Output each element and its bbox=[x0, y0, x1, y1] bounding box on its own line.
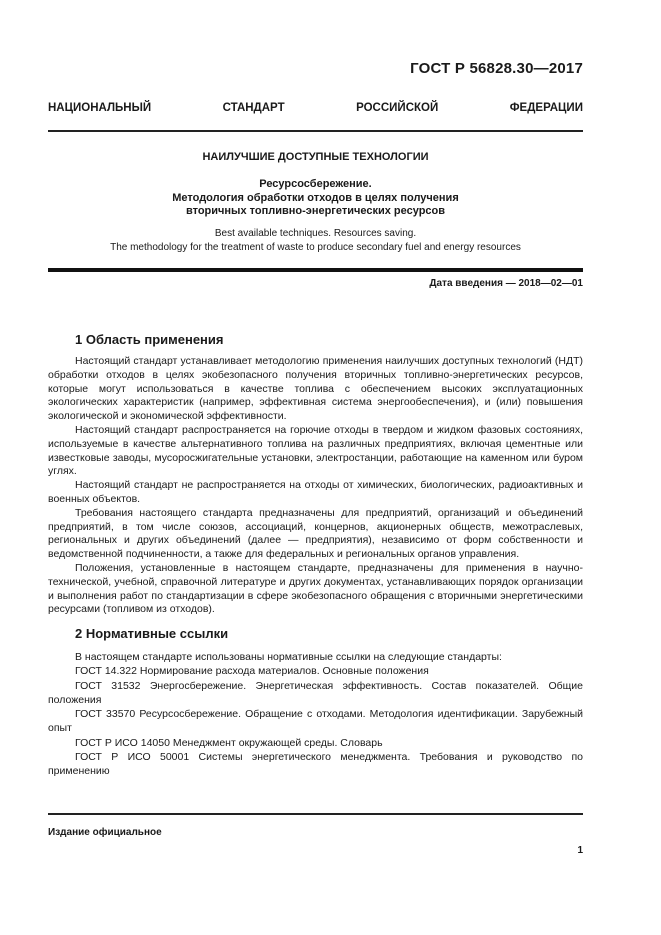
footer-divider bbox=[48, 813, 583, 815]
top-divider bbox=[48, 130, 583, 132]
subtitle-line: вторичных топливно-энергетических ресурсов bbox=[185, 205, 446, 218]
section-1-heading: 1 Область применения bbox=[75, 332, 224, 347]
banner-word: ФЕДЕРАЦИИ bbox=[509, 102, 583, 114]
reference-item: ГОСТ Р ИСО 50001 Системы энергетического менеджмента. Требования и руководство по применению bbox=[48, 751, 583, 778]
banner-word: СТАНДАРТ bbox=[222, 102, 285, 114]
reference-item: ГОСТ 14.322 Нормирование расхода материалов. Основные положения bbox=[75, 665, 429, 678]
document-subtitle bbox=[48, 178, 583, 219]
section-2-body bbox=[48, 650, 583, 779]
document-code: ГОСТ Р 56828.30—2017 bbox=[410, 60, 583, 77]
subtitle-line: Ресурсосбережение. bbox=[259, 178, 372, 190]
national-standard-banner bbox=[48, 102, 583, 114]
paragraph: Положения, установленные в настоящем стандарте, предназначены для применения в научно-технической, учебной, справочной литературе и других документах, устанавливающих порядок организации и выполнения работ по стандартизации в сфере экобезопасного обращения с вторичными энергетическими ресурсами (топливом из отходов). bbox=[48, 561, 583, 616]
english-title bbox=[48, 227, 583, 254]
paragraph: Требования настоящего стандарта предназначены для предприятий, организаций и объединений предприятий, в том числе союзов, ассоциаций, концернов, акционерных обществ, межотраслевых, региональных и других объединений (далее — предприятия), независимо от форм собственности и ведомственной подчиненности, а также для федеральных и региональных органов управления. bbox=[48, 506, 583, 561]
english-title-line: The methodology for the treatment of waste to produce secondary fuel and energy resources bbox=[110, 241, 521, 253]
document-title: НАИЛУЧШИЕ ДОСТУПНЫЕ ТЕХНОЛОГИИ bbox=[202, 151, 429, 163]
section-1-body bbox=[48, 355, 583, 617]
reference-item: ГОСТ Р ИСО 14050 Менеджмент окружающей среды. Словарь bbox=[75, 736, 383, 749]
reference-item: ГОСТ 31532 Энергосбережение. Энергетическая эффективность. Состав показателей. Общие положения bbox=[48, 679, 583, 706]
reference-item: ГОСТ 33570 Ресурсосбережение. Обращение с отходами. Методология идентификации. Зарубежный опыт bbox=[48, 708, 583, 735]
paragraph: Настоящий стандарт распространяется на горючие отходы в твердом и жидком фазовых состояниях, используемые в качестве альтернативного топлива на различных предприятиях, включая цементные или известковые заводы, мусоросжигательные установки, электростанции, работающие на каменном или буром углях. bbox=[48, 423, 583, 478]
paragraph: Настоящий стандарт не распространяется на отходы от химических, биологических, радиоактивных и военных объектов. bbox=[48, 479, 583, 505]
subtitle-line: Методология обработки отходов в целях получения bbox=[172, 191, 459, 204]
paragraph: В настоящем стандарте использованы нормативные ссылки на следующие стандарты: bbox=[75, 651, 502, 663]
official-edition-label: Издание официальное bbox=[48, 827, 162, 838]
paragraph: Настоящий стандарт устанавливает методологию применения наилучших доступных технологий (НДТ) обработки отходов в целях экобезопасного получения вторичных топливно-энергетических ресурсов, которые могут использоваться в качестве топлива с обеспечением высоких эксплуатационных экологических характеристик (например, эффективная система энергообеспечения), и (или) повышения экологической и экономической эффективности. bbox=[48, 355, 583, 423]
banner-word: НАЦИОНАЛЬНЫЙ bbox=[48, 102, 152, 114]
introduction-date: Дата введения — 2018—02—01 bbox=[429, 278, 583, 289]
title-divider bbox=[48, 268, 583, 272]
page-number: 1 bbox=[577, 845, 583, 856]
english-title-line: Best available techniques. Resources saving. bbox=[214, 228, 417, 239]
section-2-heading: 2 Нормативные ссылки bbox=[75, 626, 229, 641]
banner-word: РОССИЙСКОЙ bbox=[356, 102, 439, 114]
